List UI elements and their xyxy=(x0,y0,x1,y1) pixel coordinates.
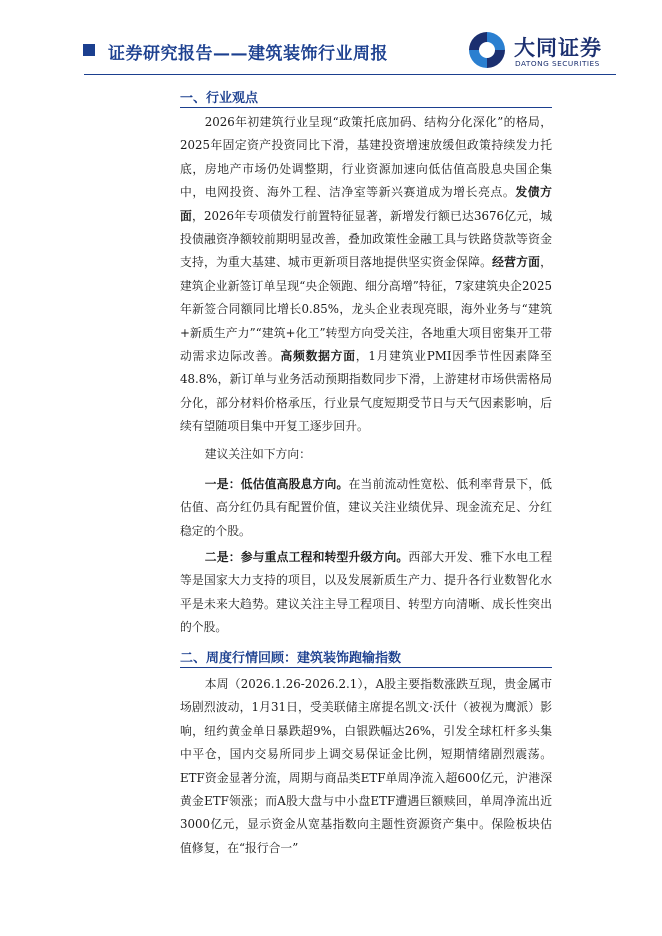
direction-two-paragraph: 二是：参与重点工程和转型升级方向。西部大开发、雅下水电工程等是国家大力支持的项目，以及发展新质生产力、提升各行业数智化水平是未来大趋势。建议关注主导工程项目、转型方向清晰、成长性突出的个股。 xyxy=(180,550,552,635)
section1-rule xyxy=(180,107,552,108)
square-bullet-icon xyxy=(83,44,95,56)
direction-one-paragraph: 一是：低估值高股息方向。在当前流动性宽松、低利率背景下，低估值、高分红仍具有配置价值，建议关注业绩优异、现金流充足、分红稳定的个股。 xyxy=(180,477,552,538)
section2-heading: 二、周度行情回顾：建筑装饰跑输指数 xyxy=(180,651,402,666)
header-divider xyxy=(84,74,616,75)
report-title: 证券研究报告——建筑装饰行业周报 xyxy=(108,44,388,64)
logo-chinese-name: 大同证券 xyxy=(514,36,602,60)
industry-view-paragraph: 2026年初建筑行业呈现“政策托底加码、结构分化深化”的格局，2025年固定资产投资同比下滑，基建投资增速放缓但政策持续发力托底，房地产市场仍处调整期，行业资源加速向低估值高股息央国企集中，电网投资、海外工程、洁净室等新兴赛道成为增长亮点。发债方面，2026年专项债发行前置特征显著，新增发行额已达3676亿元，城投债融资净额较前期明显改善，叠加政策性金融工具与铁路贷款等资金支持，为重大基建、城市更新项目落地提供坚实资金保障。经营方面，建筑企业新签订单呈现“央企领跑、细分高增”特征，7家建筑央企2025年新签合同额同比增长0.85%，龙头企业表现亮眼，海外业务与“建筑+新质生产力”“建筑+化工”转型方向受关注，各地重大项目密集开工带动需求边际改善。高频数据方面，1月建筑业PMI因季节性因素降至48.8%，新订单与业务活动预期指数同步下滑，上游建材市场供需格局分化，部分材料价格承压，行业景气度短期受节日与天气因素影响，后续有望随项目集中开复工逐步回升。 xyxy=(180,115,552,434)
weekly-review-paragraph: 本周（2026.1.26-2026.2.1），A股主要指数涨跌互现，贵金属市场剧烈波动，1月31日，受美联储主席提名凯文·沃什（被视为鹰派）影响，纽约黄金单日暴跌超9%，白银跌幅达26%，引发全球杠杆多头集中平仓，国内交易所同步上调交易保证金比例，短期情绪剧烈震荡。ETF资金显著分流，周期与商品类ETF单周净流入超600亿元，沪港深黄金ETF领涨；而A股大盘与中小盘ETF遭遇巨额赎回，单周净流出近3000亿元，显示资金从宽基指数向主题性资源资产集中。保险板块估值修复，在“报行合一” xyxy=(180,677,552,855)
datong-s-logo-icon xyxy=(467,30,507,70)
section2-rule xyxy=(180,667,552,668)
logo-english-name: DATONG SECURITIES xyxy=(515,59,600,68)
section1-heading: 一、行业观点 xyxy=(180,91,259,106)
suggestion-intro: 建议关注如下方向： xyxy=(204,447,311,461)
page-header xyxy=(0,0,662,78)
company-logo xyxy=(467,30,617,74)
